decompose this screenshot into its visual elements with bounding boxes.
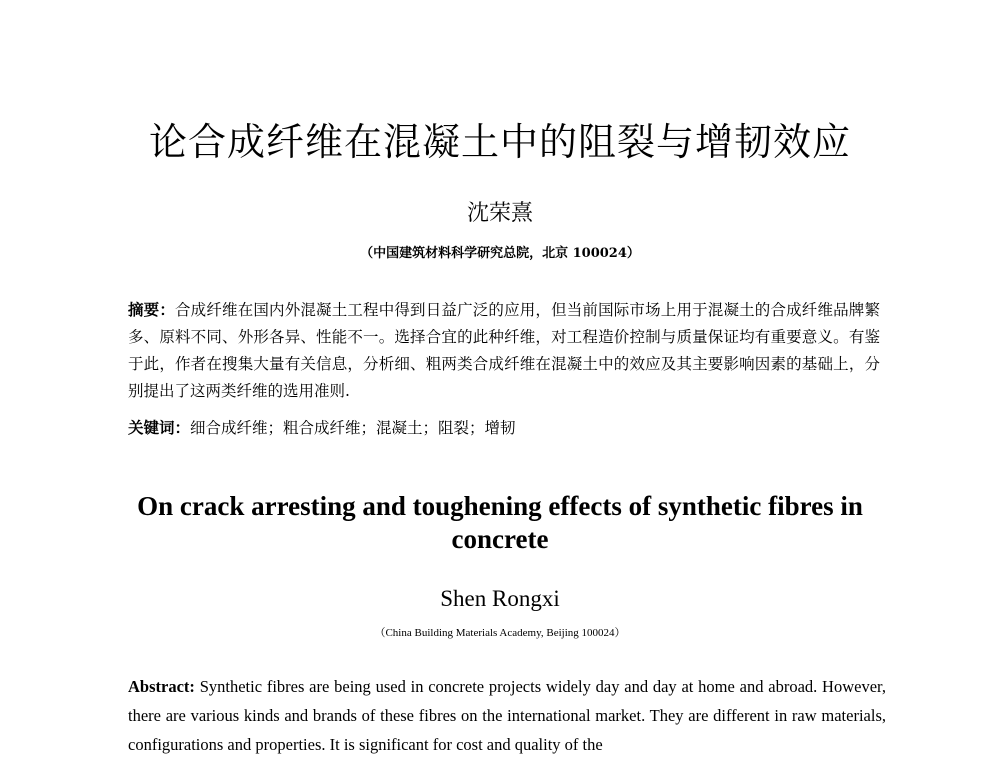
english-title: On crack arresting and toughening effects of synthetic fibres in concrete xyxy=(137,491,863,554)
chinese-abstract xyxy=(128,296,880,405)
chinese-author: 沈荣熹 xyxy=(466,201,533,226)
english-abstract-label: Abstract: xyxy=(128,677,195,696)
english-abstract xyxy=(128,672,886,759)
chinese-abstract-text: 合成纤维在国内外混凝土工程中得到日益广泛的应用，但当前国际市场上用于混凝土的合成纤维品牌繁多、原料不同、外形各异、性能不一。选择合宜的此种纤维，对工程造价控制与质量保证均有重要意义。有鉴于此，作者在搜集大量有关信息，分析细、粗两类合成纤维在混凝土中的效应及其主要影响因素的基础上，分别提出了这两类纤维的选用准则. xyxy=(128,301,880,400)
chinese-keywords-label: 关键词： xyxy=(128,418,191,437)
chinese-keywords xyxy=(128,415,880,441)
chinese-title: 论合成纤维在混凝土中的阻裂与增韧效应 xyxy=(148,120,851,164)
english-abstract-text: Synthetic fibres are being used in concrete projects widely day and day at home and abroad. However, there are various kinds and brands of these fibres on the international market. They are different in raw materials, configurations and properties. It is significant for cost and quality of the xyxy=(128,677,886,754)
chinese-abstract-label: 摘要： xyxy=(128,300,176,319)
english-affiliation: （China Building Materials Academy, Beijing 100024） xyxy=(374,627,626,639)
chinese-affiliation: （中国建筑材料科学研究总院，北京 100024） xyxy=(360,246,640,261)
english-author: Shen Rongxi xyxy=(440,586,560,611)
chinese-keywords-text: 细合成纤维；粗合成纤维；混凝土；阻裂；增韧 xyxy=(190,419,516,437)
